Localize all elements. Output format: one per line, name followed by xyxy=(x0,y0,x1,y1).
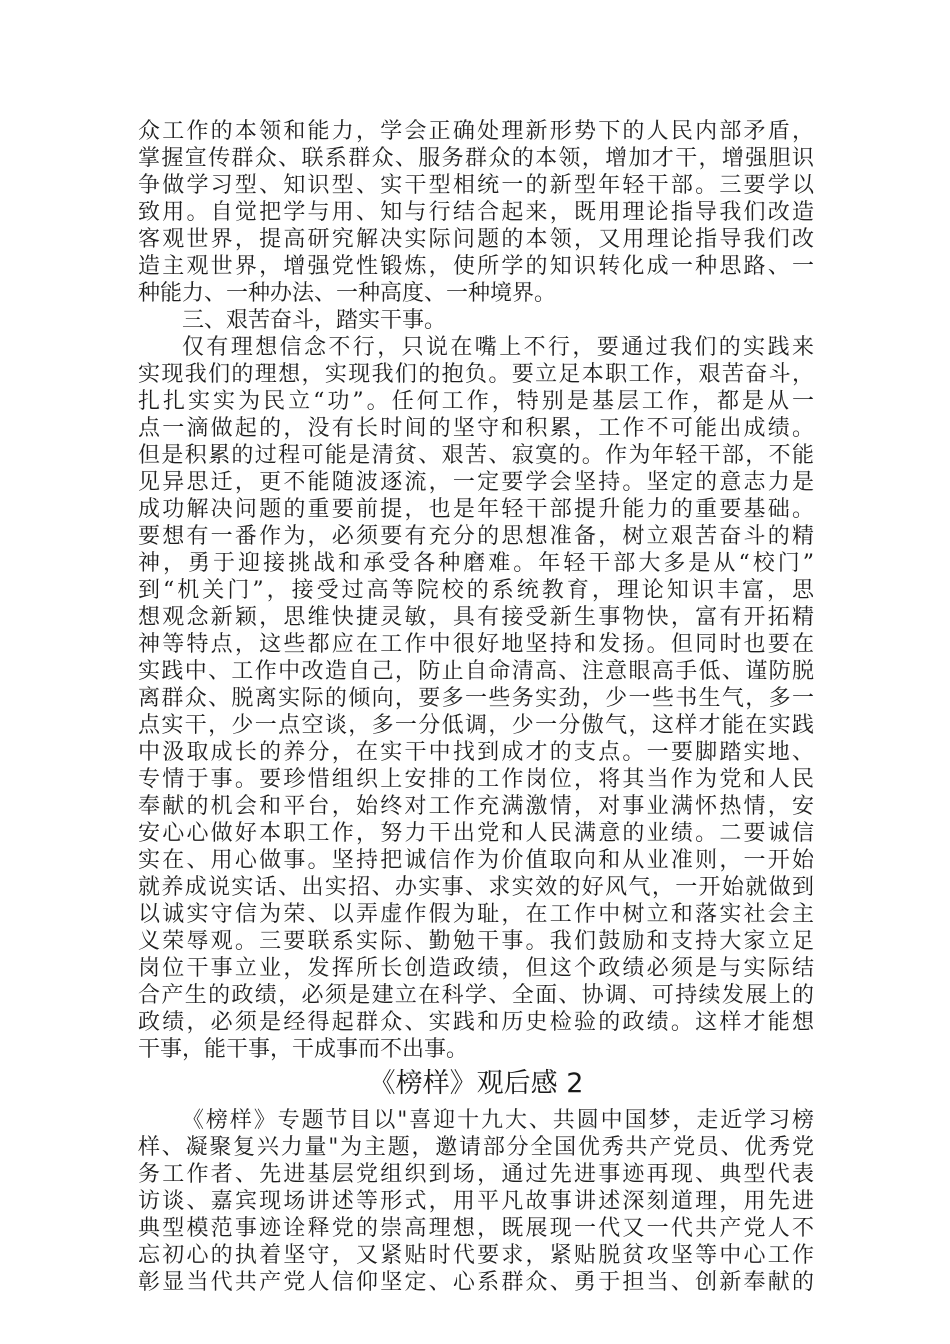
text-line: 实在、用心做事。坚持把诚信作为价值取向和从业准则，一开始 xyxy=(138,848,814,873)
text-line: 点一滴做起的，没有长时间的坚守和积累，工作不可能出成绩。 xyxy=(138,416,814,441)
text-line: 专情于事。要珍惜组织上安排的工作岗位，将其当作为党和人民 xyxy=(138,767,814,792)
text-line: 仅有理想信念不行，只说在嘴上不行，要通过我们的实践来 xyxy=(182,335,814,360)
text-line: 干事，能干事，干成事而不出事。 xyxy=(138,1037,469,1062)
text-line: 扎扎实实为民立“功”。任何工作，特别是基层工作，都是从一 xyxy=(138,389,814,414)
text-line: 奉献的机会和平台，始终对工作充满激情，对事业满怀热情，安 xyxy=(138,794,814,819)
text-line: 以诚实守信为荣、以弄虚作假为耻，在工作中树立和落实社会主 xyxy=(138,902,814,927)
text-line: 典型模范事迹诠释党的崇高理想，既展现一代又一代共产党人不 xyxy=(138,1216,814,1241)
text-line: 样、凝聚复兴力量"为主题，邀请部分全国优秀共产党员、优秀党 xyxy=(138,1135,814,1160)
text-line: 中汲取成长的养分，在实干中找到成才的支点。一要脚踏实地、 xyxy=(138,740,814,765)
text-line: 神等特点，这些都应在工作中很好地坚持和发扬。但同时也要在 xyxy=(138,632,814,657)
text-line: 但是积累的过程可能是清贫、艰苦、寂寞的。作为年轻干部，不能 xyxy=(138,443,814,468)
text-line: 掌握宣传群众、联系群众、服务群众的本领，增加才干，增强胆识 xyxy=(138,146,814,171)
text-line: 点实干，少一点空谈，多一分低调，少一分傲气，这样才能在实践 xyxy=(138,713,814,738)
text-line: 彰显当代共产党人信仰坚定、心系群众、勇于担当、创新奉献的 xyxy=(138,1270,814,1295)
text-line: 访谈、嘉宾现场讲述等形式，用平凡故事讲述深刻道理，用先进 xyxy=(138,1189,814,1214)
text-line: 致用。自觉把学与用、知与行结合起来，既用理论指导我们改造 xyxy=(138,200,814,225)
text-line: 义荣辱观。三要联系实际、勤勉干事。我们鼓励和支持大家立足 xyxy=(138,929,814,954)
paragraph-hard-work-section xyxy=(138,334,814,1063)
text-line: 种能力、一种办法、一种高度、一种境界。 xyxy=(138,281,557,306)
paragraph-role-models xyxy=(138,1107,814,1296)
paragraph-study-section xyxy=(138,118,814,307)
text-line: 想观念新颖，思维快捷灵敏，具有接受新生事物快，富有开拓精 xyxy=(138,605,814,630)
text-line: 客观世界，提高研究解决实际问题的本领，又用理论指导我们改 xyxy=(138,227,814,252)
text-line: 争做学习型、知识型、实干型相统一的新型年轻干部。三要学以 xyxy=(138,173,814,198)
text-line: 忘初心的执着坚守，又紧贴时代要求，紧贴脱贫攻坚等中心工作 xyxy=(138,1243,814,1268)
text-line: 神，勇于迎接挑战和承受各种磨难。年轻干部大多是从“校门” xyxy=(138,551,814,576)
text-line: 离群众、脱离实际的倾向，要多一些务实劲，少一些书生气，多一 xyxy=(138,686,814,711)
text-line: 实现我们的理想，实现我们的抱负。要立足本职工作，艰苦奋斗， xyxy=(138,362,814,387)
text-line: 见异思迁，更不能随波逐流，一定要学会坚持。坚定的意志力是 xyxy=(138,470,814,495)
text-line: 造主观世界，增强党性锻炼，使所学的知识转化成一种思路、一 xyxy=(138,254,814,279)
text-line: 就养成说实话、出实招、办实事、求实效的好风气，一开始就做到 xyxy=(138,875,814,900)
text-line: 合产生的政绩，必须是建立在科学、全面、协调、可持续发展上的 xyxy=(138,983,814,1008)
section-title: 三、艰苦奋斗，踏实干事。 xyxy=(182,308,447,333)
text-line: 岗位干事立业，发挥所长创造政绩，但这个政绩必须是与实际结 xyxy=(138,956,814,981)
text-line: 务工作者、先进基层党组织到场，通过先进事迹再现、典型代表 xyxy=(138,1162,814,1187)
text-line: 众工作的本领和能力，学会正确处理新形势下的人民内部矛盾， xyxy=(138,119,814,144)
text-line: 安心心做好本职工作，努力干出党和人民满意的业绩。二要诚信 xyxy=(138,821,814,846)
text-line: 要想有一番作为，必须要有充分的思想准备，树立艰苦奋斗的精 xyxy=(138,524,814,549)
text-line: 成功解决问题的重要前提，也是年轻干部提升能力的重要基础。 xyxy=(138,497,814,522)
text-line: 到“机关门”，接受过高等院校的系统教育，理论知识丰富，思 xyxy=(138,578,814,603)
text-line: 实践中、工作中改造自己，防止自命清高、注意眼高手低、谨防脱 xyxy=(138,659,814,684)
article-heading: 《榜样》观后感 2 xyxy=(368,1068,584,1099)
text-line: 《榜样》专题节目以"喜迎十九大、共圆中国梦，走近学习榜 xyxy=(182,1108,814,1133)
text-line: 政绩，必须是经得起群众、实践和历史检验的政绩。这样才能想 xyxy=(138,1010,814,1035)
document-page xyxy=(138,118,814,1296)
